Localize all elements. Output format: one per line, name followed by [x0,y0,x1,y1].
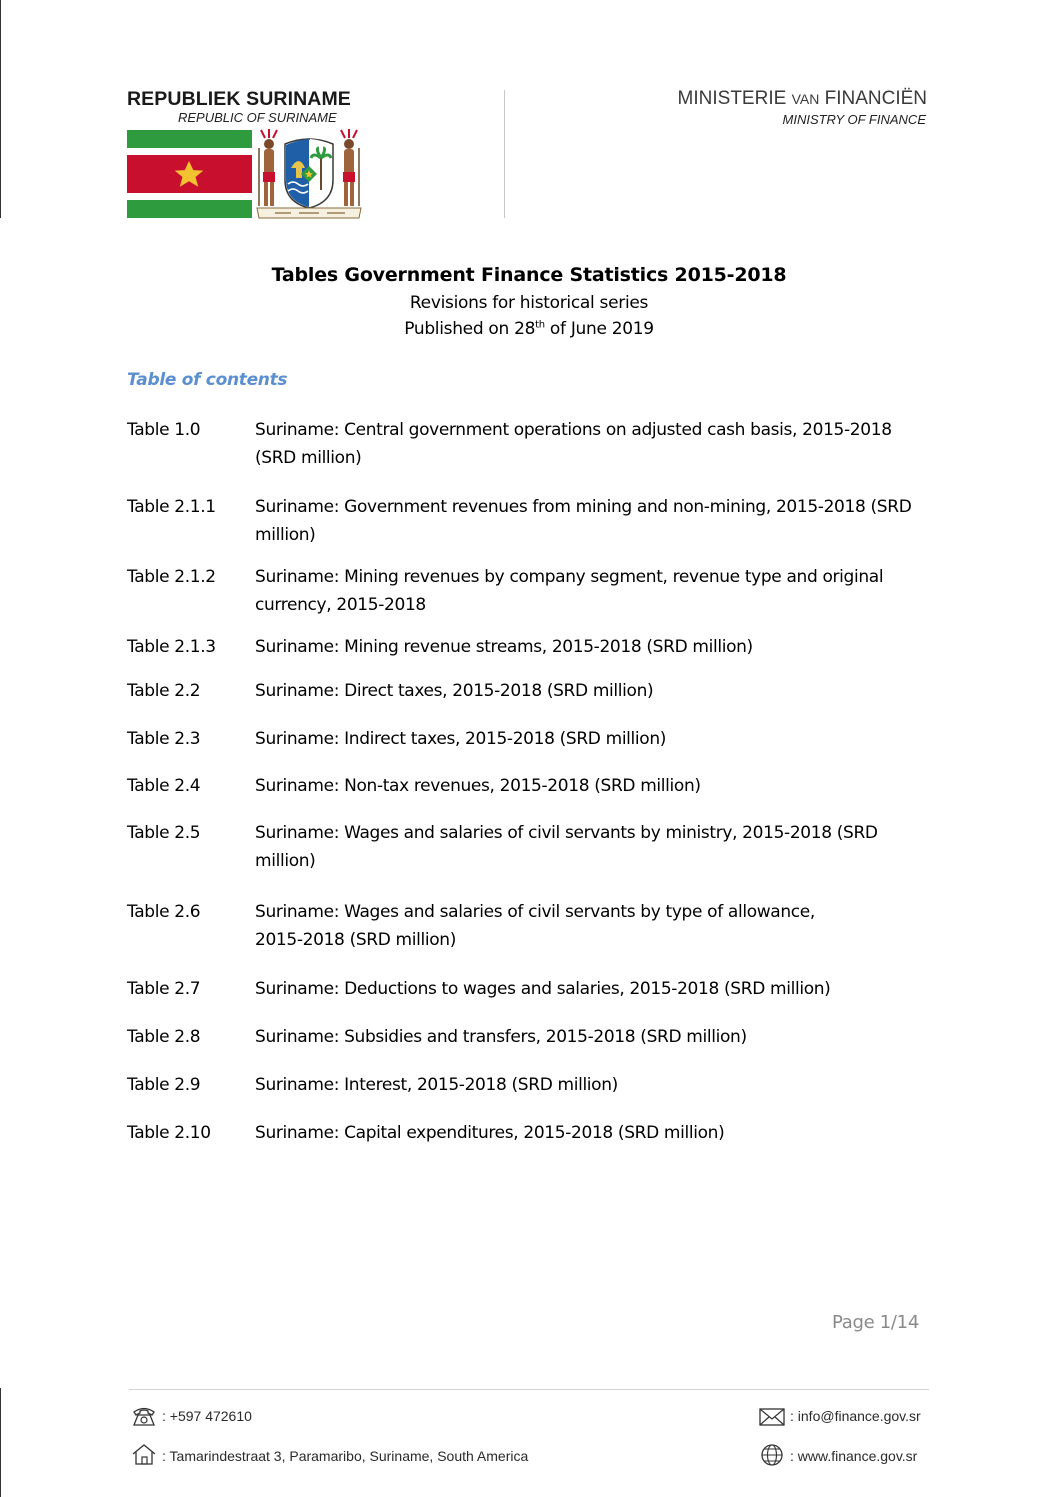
email-address[interactable]: : info@finance.gov.sr [790,1408,921,1424]
published-ordinal: th [535,319,545,331]
header-divider [504,90,505,218]
envelope-icon [758,1405,786,1429]
toc-entry-description: Suriname: Capital expenditures, 2015-2018 (SRD million) [255,1123,725,1143]
toc-entry-description: Suriname: Government revenues from mining and non-mining, 2015-2018 (SRD million) [255,497,912,545]
toc-entry-description: Suriname: Interest, 2015-2018 (SRD million) [255,1075,618,1095]
page-edge-mark-bottom [0,1388,1,1497]
toc-entry-description: Suriname: Subsidies and transfers, 2015-2018 (SRD million) [255,1027,747,1047]
toc-heading: Table of contents [127,370,288,390]
toc-entry-description: Suriname: Deductions to wages and salaries, 2015-2018 (SRD million) [255,979,831,999]
right-supporter [341,129,359,206]
ministry-title-part2: FINANCIËN [819,88,927,109]
toc-entry-description: Suriname: Wages and salaries of civil servants by type of allowance, 2015-2018 (SRD million) [255,902,815,950]
toc-entry-description: Suriname: Central government operations on adjusted cash basis, 2015-2018 (SRD million) [255,420,892,468]
toc-entry-number: Table 2.1.3 [127,637,216,657]
toc-entry-number: Table 2.5 [127,823,201,843]
coat-of-arms-icon [255,128,363,220]
ministry-subtitle: MINISTRY OF FINANCE [782,112,926,127]
toc-entry-number: Table 2.1.2 [127,567,216,587]
toc-entry-number: Table 2.7 [127,979,201,999]
toc-entry-description: Suriname: Mining revenues by company segment, revenue type and original currency, 2015-2018 [255,567,884,615]
published-suffix: of June 2019 [544,319,654,339]
footer-divider [129,1389,929,1390]
toc-entry-description: Suriname: Indirect taxes, 2015-2018 (SRD million) [255,729,667,749]
toc-entry-number: Table 2.2 [127,681,201,701]
toc-entry-number: Table 2.4 [127,776,201,796]
page-number: Page 1/14 [831,1312,919,1333]
republic-title: REPUBLIEK SURINAME [127,88,351,110]
page-edge-mark-top [0,0,1,218]
toc-entry-number: Table 2.3 [127,729,201,749]
toc-entry-description: Suriname: Non-tax revenues, 2015-2018 (SRD million) [255,776,701,796]
published-prefix: Published on 28 [404,319,536,339]
ministry-title-part1: MINISTERIE [677,88,792,109]
republic-subtitle: REPUBLIC OF SURINAME [178,110,337,125]
toc-entry-description: Suriname: Wages and salaries of civil servants by ministry, 2015-2018 (SRD million) [255,823,878,871]
toc-entry-number: Table 2.9 [127,1075,201,1095]
toc-entry-number: Table 2.8 [127,1027,201,1047]
phone-number: : +597 472610 [162,1408,252,1424]
website-url[interactable]: : www.finance.gov.sr [790,1448,918,1464]
house-icon [130,1442,158,1466]
ministry-title [678,88,927,110]
document-subtitle: Revisions for historical series [409,293,649,313]
toc-entry-number: Table 2.10 [127,1123,211,1143]
toc-entry-description: Suriname: Mining revenue streams, 2015-2018 (SRD million) [255,637,753,657]
address: : Tamarindestraat 3, Paramaribo, Suriname, South America [162,1448,529,1464]
suriname-flag-icon [127,130,252,218]
publication-date [0,319,1058,339]
toc-entry-description: Suriname: Direct taxes, 2015-2018 (SRD million) [255,681,654,701]
shield [285,139,333,208]
ministry-title-van: VAN [791,91,820,107]
globe-icon [758,1443,786,1467]
left-supporter [259,129,277,206]
toc-entry-number: Table 1.0 [127,420,201,440]
toc-entry-number: Table 2.1.1 [127,497,216,517]
document-title: Tables Government Finance Statistics 2015-2018 [271,264,787,286]
phone-icon [130,1404,158,1428]
toc-entry-number: Table 2.6 [127,902,201,922]
